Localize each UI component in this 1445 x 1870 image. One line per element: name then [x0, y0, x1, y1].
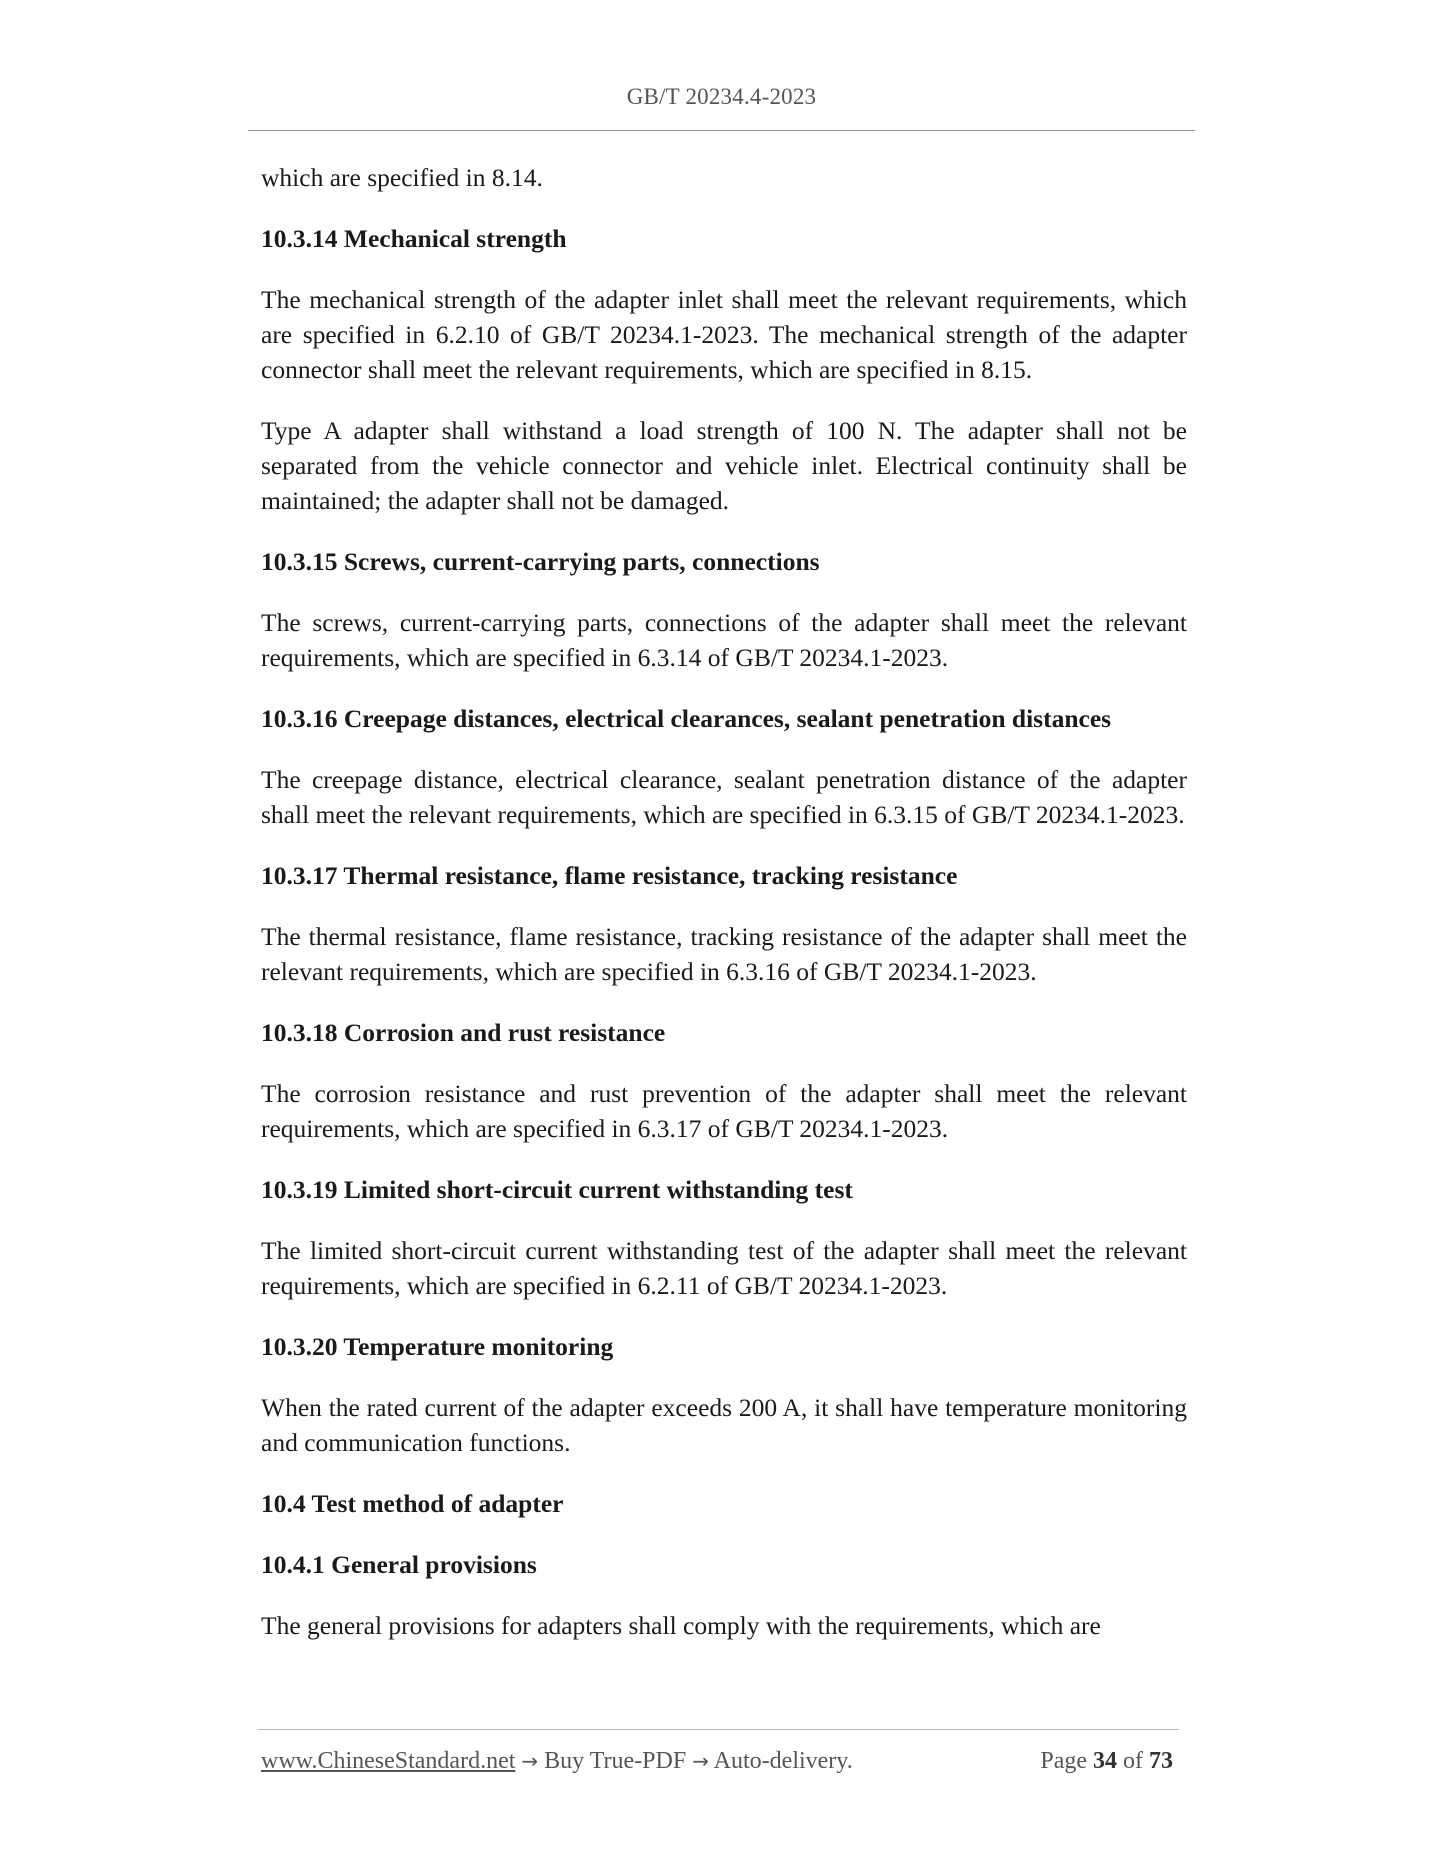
paragraph: Type A adapter shall withstand a load strength of 100 N. The adapter shall not be separated from the vehicle connector and vehicle inlet. Electrical continuity shall be maintained; the adapter shall not be damaged.	[261, 416, 1187, 515]
buy-step-text: Buy True-PDF	[544, 1748, 687, 1774]
page-number: 34	[1093, 1748, 1117, 1774]
footer-divider	[258, 1729, 1179, 1730]
header-divider	[248, 130, 1195, 131]
paragraph: The screws, current-carrying parts, connections of the adapter shall meet the relevant requirements, which are specified in 6.3.14 of GB/T 20234.1-2023.	[261, 608, 1187, 672]
page-indicator	[1040, 1748, 1173, 1775]
website-link[interactable]: www.ChineseStandard.net	[261, 1748, 516, 1774]
section-heading: 10.3.17 Thermal resistance, flame resistance, tracking resistance	[261, 861, 958, 890]
page-prefix: Page	[1040, 1748, 1087, 1774]
section-heading: 10.4 Test method of adapter	[261, 1489, 564, 1518]
section-heading: 10.3.19 Limited short-circuit current withstanding test	[261, 1175, 853, 1204]
delivery-step-text: Auto-delivery.	[713, 1748, 853, 1774]
paragraph: The corrosion resistance and rust prevention of the adapter shall meet the relevant requirements, which are specified in 6.3.17 of GB/T 20234.1-2023.	[261, 1079, 1187, 1143]
document-body	[261, 160, 1187, 1669]
section-heading: 10.4.1 General provisions	[261, 1550, 537, 1579]
paragraph: When the rated current of the adapter exceeds 200 A, it shall have temperature monitoring and communication functions.	[261, 1393, 1187, 1457]
page-footer	[261, 1748, 1179, 1775]
paragraph: which are specified in 8.14.	[261, 163, 543, 192]
section-heading: 10.3.20 Temperature monitoring	[261, 1332, 614, 1361]
page-of: of	[1123, 1748, 1143, 1774]
arrow-right-icon: →	[521, 1749, 539, 1773]
section-heading: 10.3.14 Mechanical strength	[261, 224, 567, 253]
paragraph: The thermal resistance, flame resistance, tracking resistance of the adapter shall meet the relevant requirements, which are specified in 6.3.16 of GB/T 20234.1-2023.	[261, 922, 1187, 986]
paragraph: The creepage distance, electrical clearance, sealant penetration distance of the adapter shall meet the relevant requirements, which are specified in 6.3.15 of GB/T 20234.1-2023.	[261, 765, 1187, 829]
arrow-right-icon: →	[692, 1749, 709, 1773]
paragraph: The limited short-circuit current withstanding test of the adapter shall meet the relevant requirements, which are specified in 6.2.11 of GB/T 20234.1-2023.	[261, 1236, 1187, 1300]
section-heading: 10.3.15 Screws, current-carrying parts, connections	[261, 547, 820, 576]
section-heading: 10.3.18 Corrosion and rust resistance	[261, 1018, 666, 1047]
paragraph: The general provisions for adapters shall comply with the requirements, which are	[261, 1611, 1101, 1640]
page-total: 73	[1149, 1748, 1173, 1774]
paragraph: The mechanical strength of the adapter inlet shall meet the relevant requirements, which are specified in 6.2.10 of GB/T 20234.1-2023. The mechanical strength of the adapter connector shall meet the relevant requirements, which are specified in 8.15.	[261, 285, 1187, 384]
document-header-title: GB/T 20234.4-2023	[626, 84, 817, 109]
section-heading: 10.3.16 Creepage distances, electrical clearances, sealant penetration distances	[261, 704, 1112, 733]
